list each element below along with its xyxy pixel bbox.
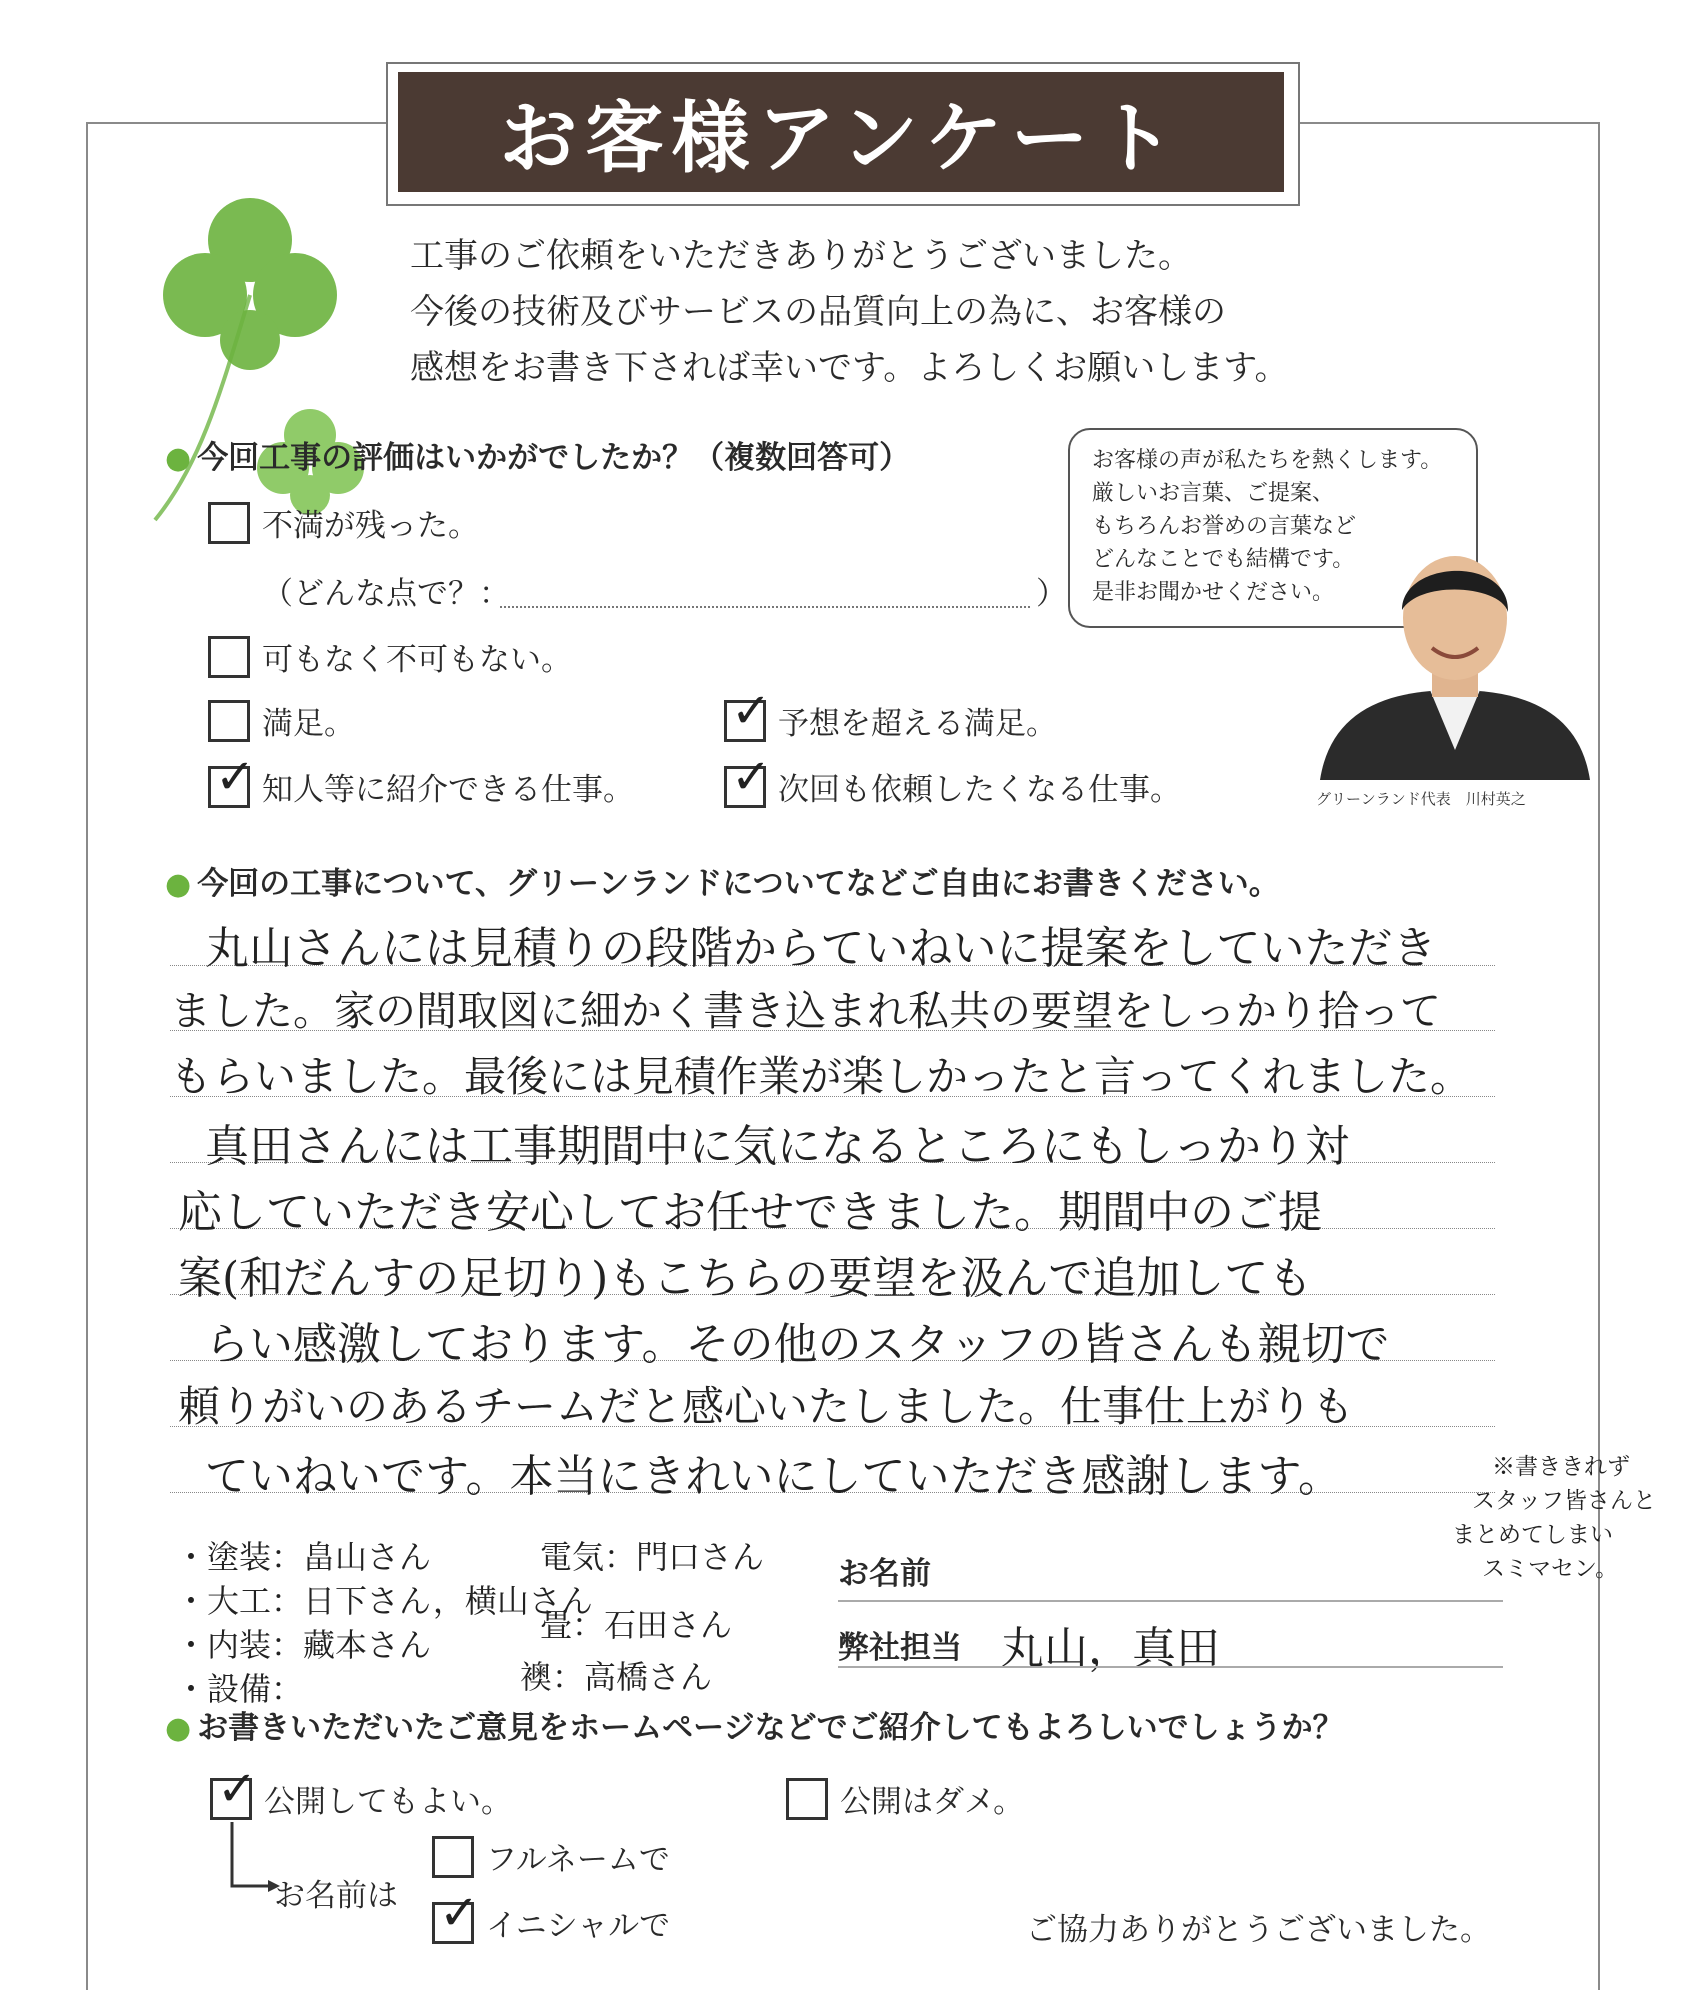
option-exceeded[interactable] [724,682,1057,743]
option-label: 次回も依頼したくなる仕事。 [778,772,1181,808]
option-label: 知人等に紹介できる仕事。 [262,772,634,808]
comment-line: 案(和だんすの足切り)もこちらの要望を汲んで追加しても [178,1253,1313,1304]
checkbox-again[interactable] [724,748,772,808]
bullet-icon: ● [165,1711,192,1746]
option-fullname[interactable] [432,1834,670,1879]
option-dissatisfied[interactable] [208,500,479,545]
checkbox-exceeded[interactable] [724,682,772,742]
name-label: お名前 [838,1556,931,1592]
rep-value: 丸山，真田 [1000,1623,1220,1674]
option-private[interactable] [786,1776,1024,1821]
option-label: 可もなく不可もない。 [262,642,572,678]
option-initial[interactable] [432,1884,671,1945]
staff-carpenter: ・大工：日下さん，横山さん [175,1582,593,1620]
name-arrow-label: お名前は [274,1878,398,1914]
bubble-line: お客様の声が私たちを熱くします。 [1092,448,1443,473]
checkmark-icon: ✓ [731,682,772,739]
side-note-line: スミマセン。 [1482,1556,1619,1582]
checkmark-icon: ✓ [731,748,772,805]
option-label: イニシャルで [486,1908,671,1944]
photo-caption: グリーンランド代表 川村英之 [1316,790,1526,808]
reason-close: ） [1036,576,1067,612]
side-note-line: まとめてしまい [1452,1522,1613,1548]
option-label: 公開してもよい。 [264,1784,512,1820]
option-public[interactable] [210,1760,512,1821]
option-label: 不満が残った。 [262,508,479,544]
checkbox-private[interactable] [786,1778,828,1820]
checkbox-public[interactable] [210,1760,258,1820]
checkmark-icon: ✓ [215,748,256,805]
side-note-line: ※書ききれず [1492,1454,1630,1480]
reason-row [262,568,510,613]
footer-thanks: ご協力ありがとうございました。 [1026,1912,1491,1948]
representative-photo [1310,540,1600,780]
bubble-line: 是非お聞かせください。 [1092,580,1335,605]
staff-fusuma: 襖：高橋さん [520,1658,713,1696]
checkbox-neutral[interactable] [208,636,250,678]
q3-question: お書きいただいたご意見をホームページなどでご紹介してもよろしいでしょうか？ [197,1710,1344,1746]
intro-text [410,228,1289,396]
q1-heading [165,432,910,477]
bubble-line: どんなことでも結構です。 [1092,547,1355,572]
option-label: 公開はダメ。 [840,1784,1025,1820]
checkbox-initial[interactable] [432,1884,480,1944]
staff-equipment: ・設備： [175,1670,304,1708]
option-again[interactable] [724,748,1181,809]
rep-input[interactable] [838,1666,1503,1668]
reason-input[interactable] [500,606,1030,608]
comment-line: らい感激しております。その他のスタッフの皆さんも親切で [205,1319,1390,1370]
checkmark-icon: ✓ [217,1760,258,1817]
side-note-line: スタッフ皆さんと [1472,1488,1656,1514]
staff-electric: 電気：門口さん [540,1538,765,1576]
staff-paint: ・塗装：畠山さん [175,1538,432,1576]
option-label: 予想を超える満足。 [778,706,1057,742]
bullet-icon: ● [165,867,192,902]
q2-question: 今回の工事について、グリーンランドについてなどご自由にお書きください。 [197,866,1280,902]
comment-line: ていねいです。本当にきれいにしていただき感謝します。 [205,1451,1342,1502]
comment-line: ました。家の間取図に細かく書き込まれ私共の要望をしっかり拾って [170,987,1441,1035]
side-note [1452,1450,1656,1586]
q3-heading [165,1702,1344,1747]
option-label: フルネームで [486,1842,670,1878]
comment-line: 丸山さんには見積りの段階からていねいに提案をしていただき [205,923,1437,974]
option-neutral[interactable] [208,634,572,679]
comment-line: 頼りがいのあるチームだと感心いたしました。仕事仕上がりも [178,1382,1355,1431]
bubble-line: もちろんお誉めの言葉など [1092,514,1357,539]
checkbox-satisfied[interactable] [208,700,250,742]
intro-line: 今後の技術及びサービスの品質向上の為に、お客様の [410,292,1226,332]
staff-interior: ・内装：藏本さん [175,1626,432,1664]
intro-line: 工事のご依頼をいただきありがとうございました。 [410,236,1192,276]
checkbox-recommend[interactable] [208,748,256,808]
comment-line: 真田さんには工事期間中に気になるところにもしっかり対 [205,1121,1349,1172]
rep-label: 弊社担当 [838,1630,962,1666]
bubble-line: 厳しいお言葉、ご提案、 [1092,481,1335,506]
checkmark-icon: ✓ [439,1884,480,1941]
intro-line: 感想をお書き下されば幸いです。よろしくお願いします。 [410,348,1289,388]
comment-line: もらいました。最後には見積作業が楽しかったと言ってくれました。 [170,1052,1473,1101]
comment-line: 応していただき安心してお任せできました。期間中のご提 [178,1187,1322,1238]
reason-label: （どんな点で？： [262,576,510,612]
option-recommend[interactable] [208,748,634,809]
bullet-icon: ● [165,441,192,476]
name-input[interactable] [838,1600,1503,1602]
q1-question: 今回工事の評価はいかがでしたか？（複数回答可） [197,440,911,476]
page-title: お客様アンケート [398,72,1284,192]
option-label: 満足。 [262,706,355,742]
q2-heading [165,858,1280,903]
checkbox-dissatisfied[interactable] [208,502,250,544]
checkbox-fullname[interactable] [432,1836,474,1878]
option-satisfied[interactable] [208,698,355,743]
staff-tatami: 畳：石田さん [540,1606,733,1644]
